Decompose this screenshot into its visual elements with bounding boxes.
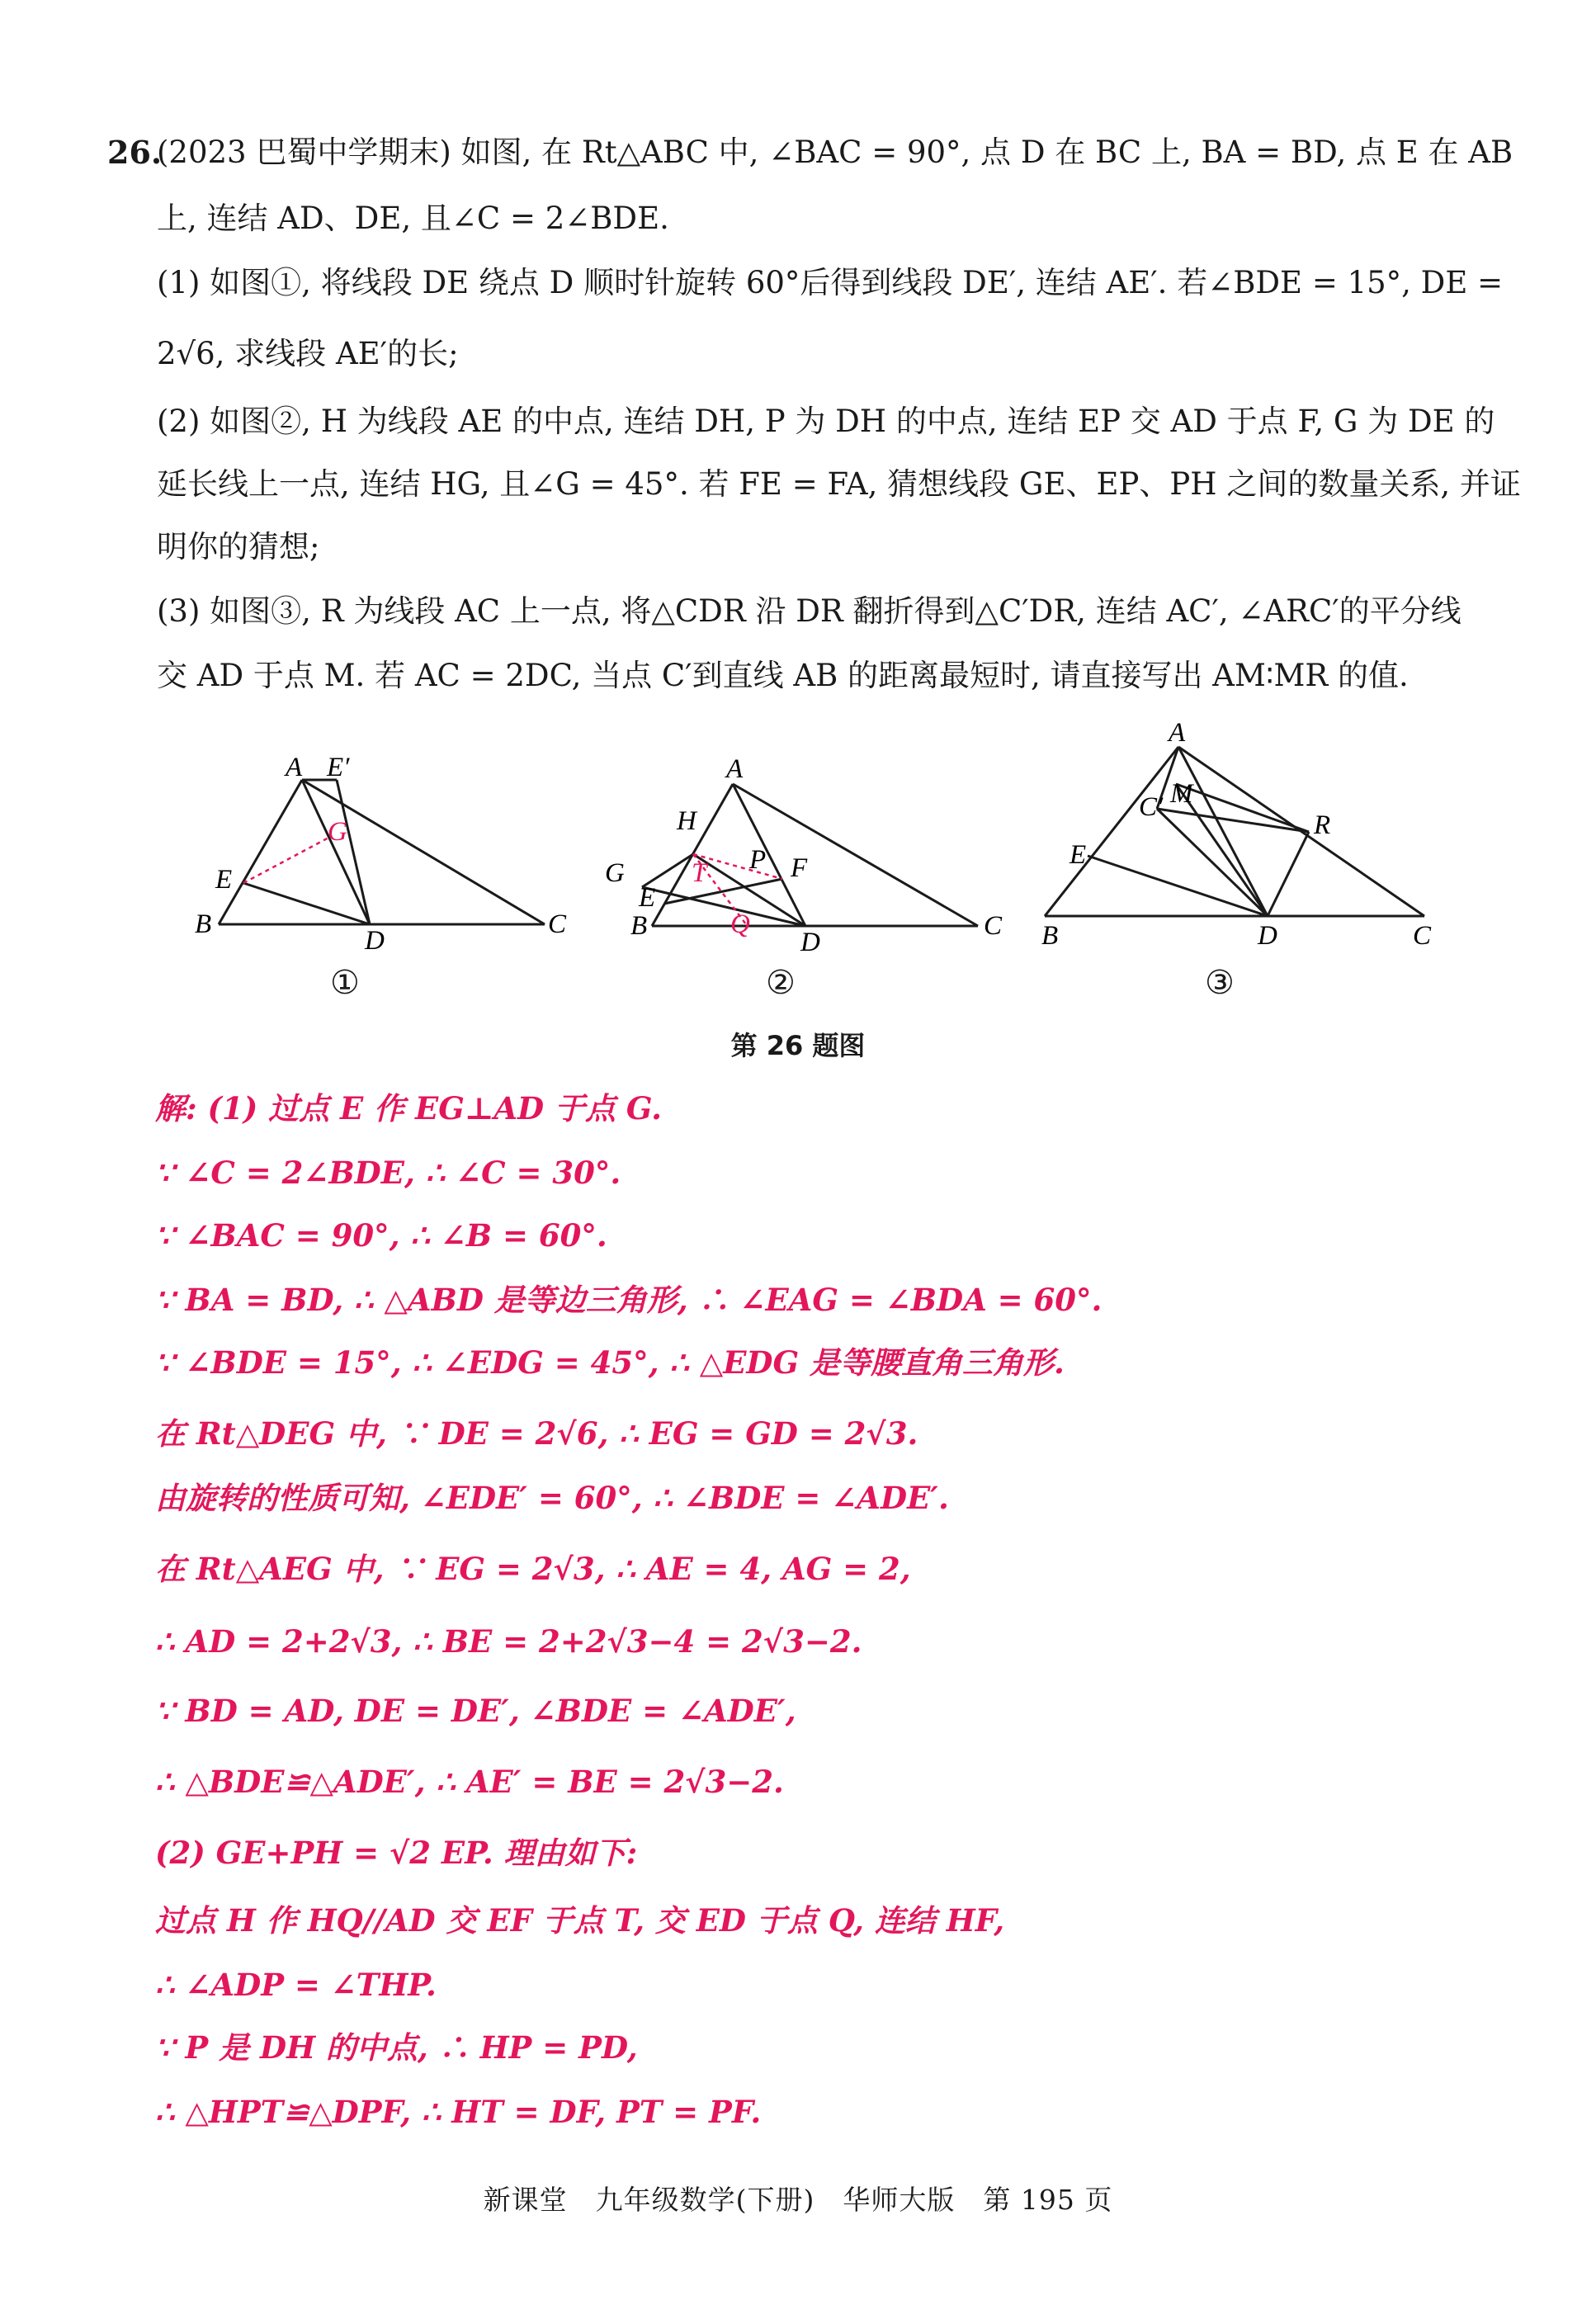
fig2-label-B: B	[630, 911, 648, 941]
question-line-9: 交 AD 于点 M. 若 AC = 2DC, 当点 C′到直线 AB 的距离最短时, 请直接写出 AM∶MR 的值.	[157, 658, 1409, 693]
solution-line-8: 在 Rt△AEG 中, ∵ EG = 2√3, ∴ AE = 4, AG = 2,	[155, 1551, 911, 1587]
fig1-label-E-prime: E′	[327, 753, 350, 782]
solution-line-13: 过点 H 作 HQ//AD 交 EF 于点 T, 交 ED 于点 Q, 连结 HF,	[155, 1902, 1005, 1939]
question-line-2: 上, 连结 AD、DE, 且∠C = 2∠BDE.	[157, 201, 669, 236]
figure-1-label: ①	[330, 964, 360, 1002]
fig2-label-P: P	[749, 845, 767, 875]
fig3-label-M: M	[1170, 779, 1193, 809]
fig2-label-A: A	[726, 754, 744, 784]
solution-line-10: ∵ BD = AD, DE = DE′, ∠BDE = ∠ADE′,	[155, 1693, 796, 1729]
fig1-label-B: B	[195, 909, 212, 939]
fig3-label-A: A	[1169, 718, 1186, 748]
fig1-label-E: E	[215, 865, 233, 895]
solution-line-16: ∴ △HPT≌△DPF, ∴ HT = DF, PT = PF.	[155, 2094, 762, 2130]
fig3-label-R: R	[1314, 810, 1331, 840]
fig1-label-D: D	[365, 926, 385, 956]
question-line-5: (2) 如图②, H 为线段 AE 的中点, 连结 DH, P 为 DH 的中点, 连结 EP 交 AD 于点 F, G 为 DE 的	[157, 404, 1495, 439]
figure-2-label: ②	[766, 964, 796, 1002]
fig3-label-C: C	[1413, 921, 1432, 951]
question-line-6: 延长线上一点, 连结 HG, 且∠G = 45°. 若 FE = FA, 猜想线段 GE、EP、PH 之间的数量关系, 并证	[157, 466, 1521, 502]
solution-line-4: ∵ BA = BD, ∴ △ABD 是等边三角形, ∴ ∠EAG = ∠BDA = 60°.	[155, 1282, 1103, 1318]
figure-2-lines	[642, 784, 978, 926]
solution-line-5: ∵ ∠BDE = 15°, ∴ ∠EDG = 45°, ∴ △EDG 是等腰直角三角形.	[155, 1344, 1065, 1381]
question-line-3: (1) 如图①, 将线段 DE 绕点 D 顺时针旋转 60°后得到线段 DE′, 连结 AE′. 若∠BDE = 15°, DE =	[157, 265, 1504, 300]
fig1-label-G: G	[328, 817, 347, 847]
fig2-label-Q: Q	[730, 909, 750, 939]
solution-line-11: ∴ △BDE≌△ADE′, ∴ AE′ = BE = 2√3−2.	[155, 1764, 784, 1800]
question-line-1: (2023 巴蜀中学期末) 如图, 在 Rt△ABC 中, ∠BAC = 90°, 点 D 在 BC 上, BA = BD, 点 E 在 AB	[157, 135, 1513, 170]
fig1-label-C: C	[548, 909, 567, 939]
figure-caption: 第 26 题图	[730, 1030, 866, 1061]
figure-1-lines	[219, 780, 545, 924]
solution-line-14: ∴ ∠ADP = ∠THP.	[155, 1967, 437, 2003]
fig2-label-G: G	[605, 858, 625, 888]
fig3-label-B: B	[1041, 921, 1059, 951]
fig2-label-D: D	[800, 928, 820, 957]
fig3-label-D: D	[1258, 921, 1277, 951]
figure-3-label: ③	[1205, 964, 1235, 1002]
fig1-label-A: A	[286, 753, 303, 782]
fig2-label-C: C	[984, 911, 1003, 941]
fig2-label-T: T	[692, 858, 707, 888]
question-line-8: (3) 如图③, R 为线段 AC 上一点, 将△CDR 沿 DR 翻折得到△C′DR, 连结 AC′, ∠ARC′的平分线	[157, 593, 1461, 629]
geometry-figures	[0, 718, 1596, 1015]
solution-line-15: ∵ P 是 DH 的中点, ∴ HP = PD,	[155, 2029, 638, 2066]
question-number: 26.	[107, 134, 163, 171]
solution-line-12: (2) GE+PH = √2 EP. 理由如下:	[155, 1835, 638, 1871]
solution-line-2: ∵ ∠C = 2∠BDE, ∴ ∠C = 30°.	[155, 1155, 621, 1191]
solution-line-9: ∴ AD = 2+2√3, ∴ BE = 2+2√3−4 = 2√3−2.	[155, 1623, 862, 1660]
fig3-label-C-prime: C′	[1139, 792, 1164, 822]
solution-line-6: 在 Rt△DEG 中, ∵ DE = 2√6, ∴ EG = GD = 2√3.	[155, 1415, 918, 1452]
solution-line-7: 由旋转的性质可知, ∠EDE′ = 60°, ∴ ∠BDE = ∠ADE′.	[155, 1480, 949, 1516]
solution-line-1: 解: (1) 过点 E 作 EG⊥AD 于点 G.	[155, 1090, 663, 1126]
question-line-7: 明你的猜想;	[157, 529, 320, 564]
figure-3-lines	[1045, 747, 1424, 916]
solution-line-3: ∵ ∠BAC = 90°, ∴ ∠B = 60°.	[155, 1217, 607, 1254]
page-footer: 新课堂 九年级数学(下册) 华师大版 第 195 页	[483, 2184, 1113, 2216]
fig3-label-E: E	[1070, 840, 1087, 870]
fig2-label-E: E	[639, 883, 656, 913]
fig2-label-F: F	[791, 853, 808, 883]
question-line-4: 2√6, 求线段 AE′的长;	[157, 336, 459, 371]
fig2-label-H: H	[677, 806, 696, 836]
